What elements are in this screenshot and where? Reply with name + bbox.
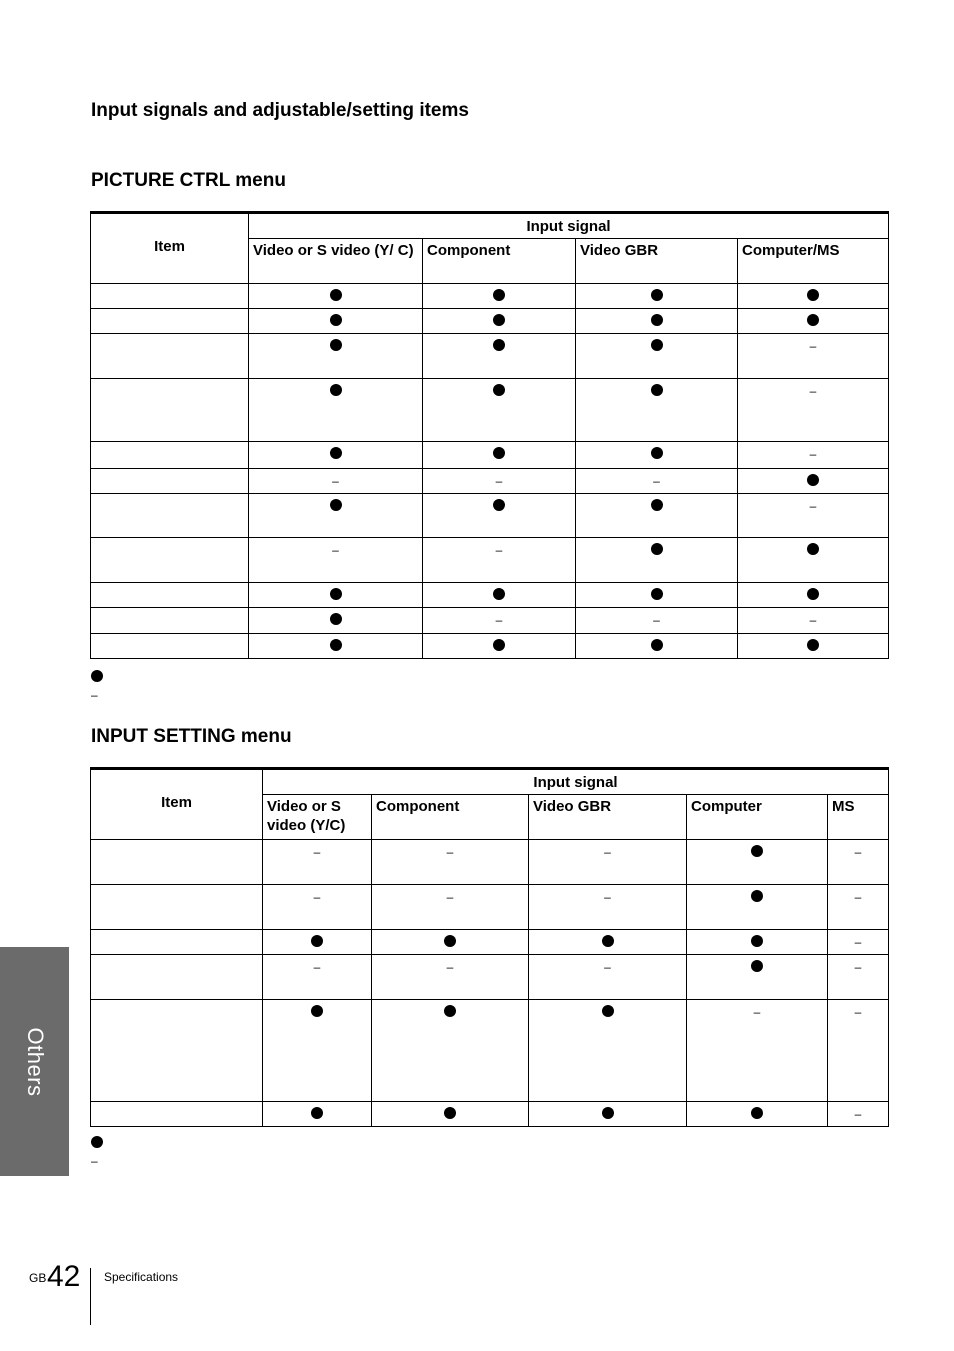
footer-section: Specifications [104,1270,179,1284]
table-row [91,442,889,469]
legend-dash: – [91,1154,98,1168]
item-column-header: Item [91,213,249,284]
item-cell [91,1000,263,1102]
page-heading: Input signals and adjustable/setting items [91,100,469,121]
dash-symbol: – [653,474,660,488]
input-setting-heading: INPUT SETTING menu [91,726,292,747]
signal-cell [687,955,828,1000]
filled-circle-icon [330,314,342,326]
dash-symbol: – [332,543,339,557]
input-setting-table [90,767,889,1127]
filled-circle-icon [91,1136,103,1148]
filled-circle-icon [807,474,819,486]
signal-cell [372,1000,529,1102]
dash-symbol: – [495,543,503,557]
side-tab-label: Others [22,1026,48,1097]
filled-circle-icon [493,384,505,396]
table-row [91,840,889,885]
signal-cell [687,840,828,885]
filled-circle-icon [330,499,342,511]
signal-cell [249,309,423,334]
dash-symbol: – [854,1107,862,1121]
dash-symbol: – [809,339,817,353]
filled-circle-icon [493,289,505,301]
signal-cell [529,930,687,955]
filled-circle-icon [330,613,342,625]
dash-symbol: – [854,935,862,949]
signal-cell [576,583,738,608]
signal-cell [828,1102,889,1127]
column-header: Component [372,795,529,840]
table-row [91,469,889,494]
filled-circle-icon [330,639,342,651]
signal-cell [687,885,828,930]
table-row [91,955,889,1000]
table-row [91,538,889,583]
column-header: Video GBR [576,239,738,284]
filled-circle-icon [751,935,763,947]
item-cell [91,334,249,379]
signal-cell [249,379,423,442]
signal-cell [738,284,889,309]
filled-circle-icon [444,1107,456,1119]
signal-cell [249,284,423,309]
filled-circle-icon [493,314,505,326]
item-cell [91,309,249,334]
table-row [91,1102,889,1127]
table-row [91,309,889,334]
filled-circle-icon [493,447,505,459]
legend-dot [91,669,103,687]
signal-cell [828,955,889,1000]
signal-cell [249,634,423,659]
dash-symbol: – [604,960,611,974]
signal-cell [576,309,738,334]
signal-cell [687,1102,828,1127]
picture-ctrl-heading: PICTURE CTRL menu [91,170,286,191]
signal-cell [423,538,576,583]
column-header: MS [828,795,889,840]
table-row [91,885,889,930]
table-row [91,379,889,442]
section-side-tab [0,947,69,1176]
item-cell [91,885,263,930]
signal-cell [263,840,372,885]
table-row [91,284,889,309]
signal-cell [576,442,738,469]
signal-cell [576,494,738,538]
filled-circle-icon [311,1005,323,1017]
signal-cell [576,538,738,583]
dash-symbol: – [753,1005,761,1019]
signal-cell [576,469,738,494]
dash-symbol: – [809,499,817,513]
item-cell [91,608,249,634]
signal-cell [249,583,423,608]
dash-symbol: – [313,890,321,904]
signal-cell [263,955,372,1000]
item-cell [91,840,263,885]
dash-symbol: – [854,1005,862,1019]
signal-cell [423,469,576,494]
signal-cell [249,442,423,469]
filled-circle-icon [444,935,456,947]
footer-divider [90,1268,91,1325]
signal-cell [738,379,889,442]
signal-cell [263,1000,372,1102]
filled-circle-icon [751,890,763,902]
input-signal-header: Input signal [263,769,889,795]
signal-cell [263,930,372,955]
dash-symbol: – [313,845,321,859]
signal-cell [423,309,576,334]
signal-cell [263,1102,372,1127]
signal-cell [529,840,687,885]
filled-circle-icon [493,499,505,511]
signal-cell [738,442,889,469]
signal-cell [423,442,576,469]
filled-circle-icon [311,1107,323,1119]
signal-cell [738,608,889,634]
dash-symbol: – [809,447,817,461]
signal-cell [738,334,889,379]
item-cell [91,583,249,608]
item-cell [91,538,249,583]
filled-circle-icon [651,499,663,511]
filled-circle-icon [311,935,323,947]
filled-circle-icon [330,588,342,600]
table-row [91,494,889,538]
item-cell [91,442,249,469]
table-row [91,334,889,379]
signal-cell [423,334,576,379]
filled-circle-icon [651,447,663,459]
filled-circle-icon [651,289,663,301]
table-row [91,1000,889,1102]
item-cell [91,634,249,659]
signal-cell [576,379,738,442]
filled-circle-icon [330,447,342,459]
signal-cell [738,309,889,334]
dash-symbol: – [495,474,503,488]
item-cell [91,955,263,1000]
dash-symbol: – [854,890,862,904]
filled-circle-icon [751,1107,763,1119]
filled-circle-icon [602,1005,614,1017]
signal-cell [576,608,738,634]
signal-cell [529,955,687,1000]
dash-symbol: – [446,845,454,859]
signal-cell [423,494,576,538]
column-header: Computer/MS [738,239,889,284]
signal-cell [828,885,889,930]
table-row [91,583,889,608]
dash-symbol: – [854,960,862,974]
signal-cell [687,930,828,955]
table-row [91,608,889,634]
table-row [91,930,889,955]
column-header: Component [423,239,576,284]
input-signal-header: Input signal [249,213,889,239]
filled-circle-icon [444,1005,456,1017]
filled-circle-icon [651,384,663,396]
picture-ctrl-table [90,211,889,659]
signal-cell [576,634,738,659]
filled-circle-icon [330,289,342,301]
signal-cell [423,379,576,442]
dash-symbol: – [313,960,321,974]
filled-circle-icon [651,588,663,600]
signal-cell [529,1102,687,1127]
signal-cell [249,608,423,634]
signal-cell [423,634,576,659]
filled-circle-icon [651,639,663,651]
signal-cell [529,1000,687,1102]
item-column-header: Item [91,769,263,840]
dash-symbol: – [809,613,817,627]
dash-symbol: – [495,613,503,627]
signal-cell [828,840,889,885]
signal-cell [372,930,529,955]
signal-cell [738,469,889,494]
dash-symbol: – [332,474,339,488]
page-number: 42 [47,1260,81,1293]
column-header: Video or S video (Y/ C) [249,239,423,284]
signal-cell [828,1000,889,1102]
dash-symbol: – [653,613,660,627]
filled-circle-icon [807,314,819,326]
signal-cell [529,885,687,930]
filled-circle-icon [807,588,819,600]
signal-cell [828,930,889,955]
item-cell [91,284,249,309]
column-header: Video GBR [529,795,687,840]
footer-region: GB [29,1271,47,1285]
signal-cell [576,334,738,379]
filled-circle-icon [751,960,763,972]
signal-cell [738,494,889,538]
dash-symbol: – [604,845,611,859]
filled-circle-icon [651,314,663,326]
signal-cell [249,334,423,379]
signal-cell [738,634,889,659]
signal-cell [738,538,889,583]
filled-circle-icon [493,639,505,651]
dash-symbol: – [809,384,817,398]
filled-circle-icon [330,339,342,351]
filled-circle-icon [91,670,103,682]
item-cell [91,930,263,955]
signal-cell [372,885,529,930]
dash-symbol: – [446,960,454,974]
filled-circle-icon [602,935,614,947]
filled-circle-icon [751,845,763,857]
signal-cell [249,538,423,583]
column-header: Video or S video (Y/C) [263,795,372,840]
filled-circle-icon [330,384,342,396]
signal-cell [423,583,576,608]
signal-cell [687,1000,828,1102]
dash-symbol: – [854,845,862,859]
legend-dot [91,1135,103,1153]
filled-circle-icon [807,289,819,301]
filled-circle-icon [651,543,663,555]
dash-symbol: – [446,890,454,904]
item-cell [91,379,249,442]
signal-cell [249,494,423,538]
filled-circle-icon [807,639,819,651]
filled-circle-icon [602,1107,614,1119]
dash-symbol: – [604,890,611,904]
signal-cell [372,840,529,885]
signal-cell [738,583,889,608]
signal-cell [372,1102,529,1127]
item-cell [91,494,249,538]
filled-circle-icon [493,339,505,351]
legend-dash: – [91,688,98,702]
signal-cell [249,469,423,494]
item-cell [91,469,249,494]
signal-cell [263,885,372,930]
filled-circle-icon [651,339,663,351]
item-cell [91,1102,263,1127]
signal-cell [576,284,738,309]
column-header: Computer [687,795,828,840]
table-row [91,634,889,659]
filled-circle-icon [807,543,819,555]
signal-cell [423,284,576,309]
signal-cell [372,955,529,1000]
signal-cell [423,608,576,634]
filled-circle-icon [493,588,505,600]
